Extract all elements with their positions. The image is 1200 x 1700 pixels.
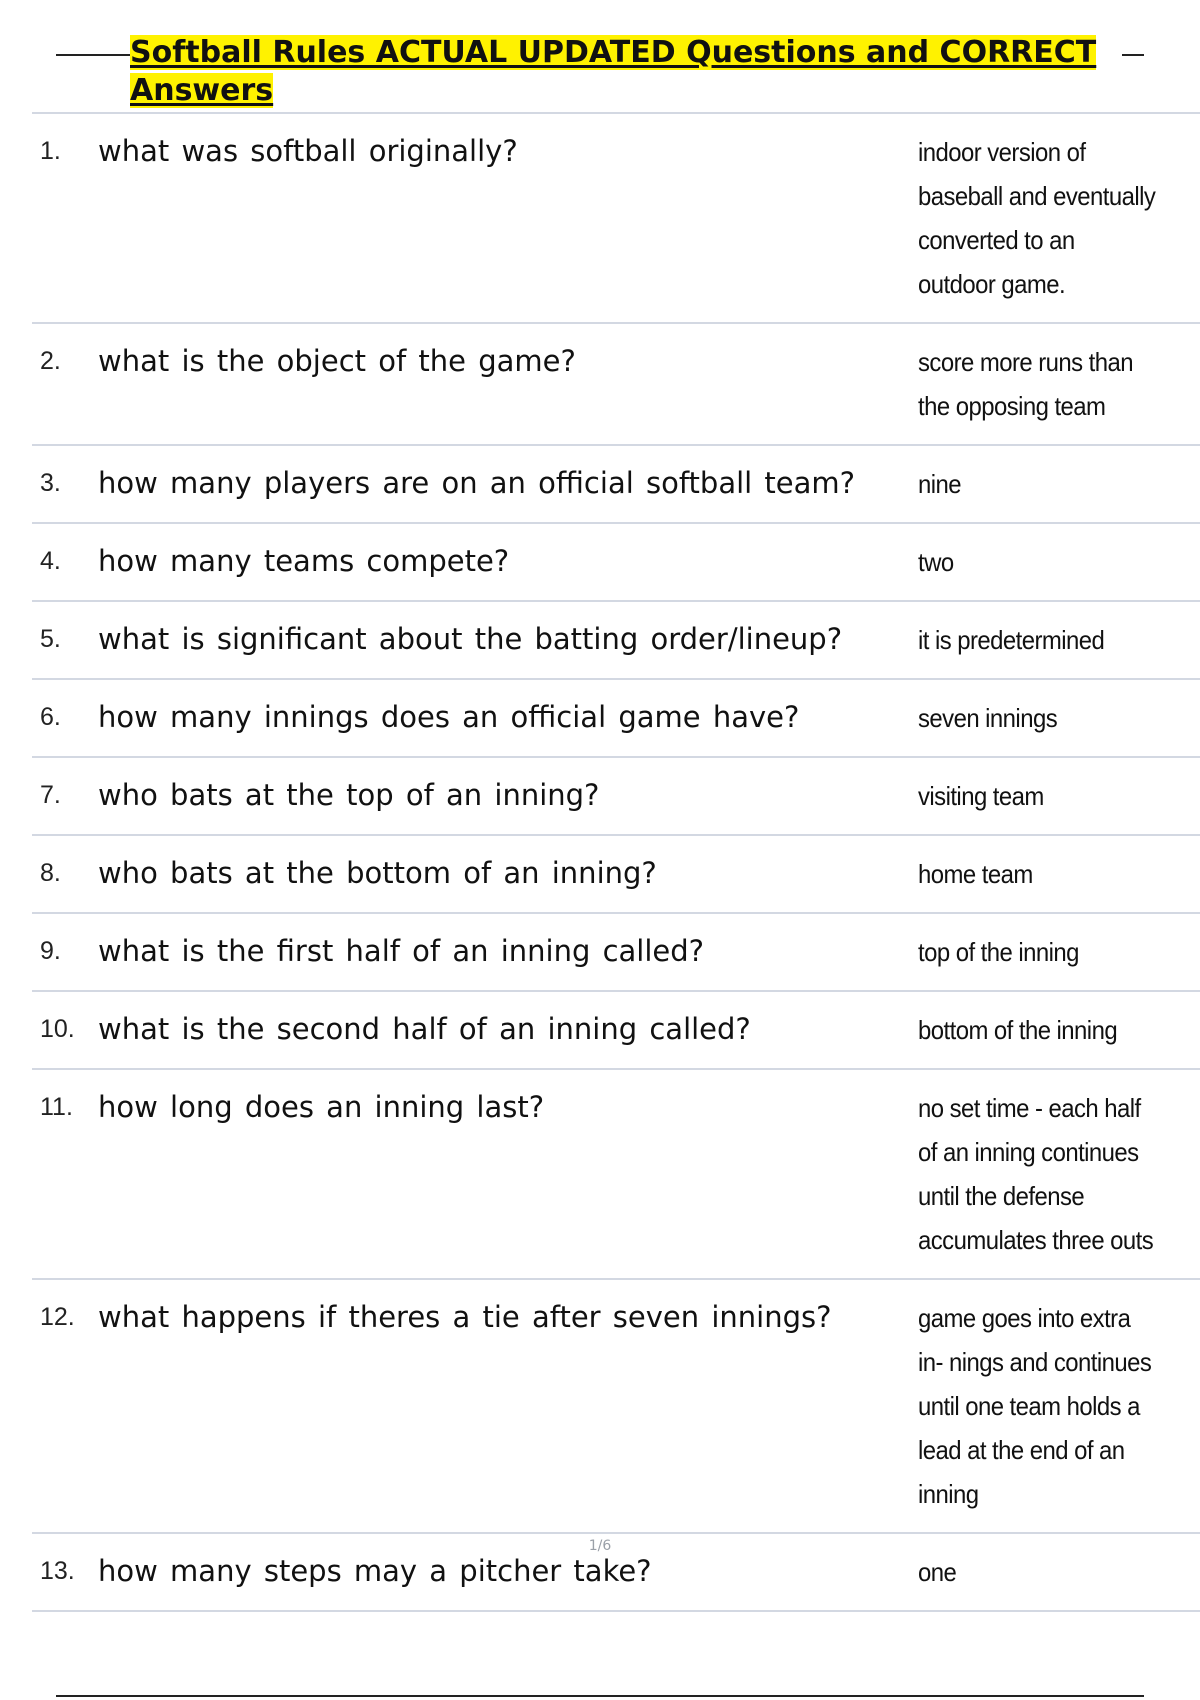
document-title-line2: Answers: [130, 73, 274, 108]
answer-text: no set time - each half of an inning continues until the defense accumulates three outs: [918, 1093, 1154, 1255]
document-title: [130, 34, 1130, 110]
question-text: what happens if theres a tie after seven innings?: [98, 1300, 832, 1334]
qa-row-1: [32, 112, 1200, 322]
qa-row-8: [32, 834, 1200, 912]
question-text: how long does an inning last?: [98, 1090, 545, 1124]
answer-text: game goes into extra in- nings and continues until one team holds a lead at the end of an inning: [918, 1303, 1152, 1509]
footer-rule: [56, 1695, 1144, 1697]
question-number: 1.: [40, 137, 61, 165]
qa-row-5: [32, 600, 1200, 678]
document-title-line1: Softball Rules ACTUAL UPDATED Questions and CORRECT: [130, 35, 1097, 70]
answer-text: one: [918, 1557, 957, 1587]
question-number: 9.: [40, 937, 61, 965]
question-text: how many innings does an official game have?: [98, 700, 800, 734]
question-number: 13.: [40, 1557, 75, 1585]
page-number: 1/6: [588, 1538, 612, 1554]
question-number: 7.: [40, 781, 61, 809]
title-rule-left: [56, 54, 132, 56]
qa-row-3: [32, 444, 1200, 522]
question-text: how many players are on an official softball team?: [98, 466, 856, 500]
answer-text: it is predetermined: [918, 625, 1105, 655]
answer-text: two: [918, 547, 954, 577]
answer-text: nine: [918, 469, 962, 499]
question-text: who bats at the top of an inning?: [98, 778, 600, 812]
qa-row-12: [32, 1278, 1200, 1532]
qa-row-10: [32, 990, 1200, 1068]
question-number: 10.: [40, 1015, 75, 1043]
question-number: 5.: [40, 625, 61, 653]
question-text: how many teams compete?: [98, 544, 510, 578]
answer-text: home team: [918, 859, 1033, 889]
question-text: who bats at the bottom of an inning?: [98, 856, 657, 890]
qa-row-4: [32, 522, 1200, 600]
answer-text: indoor version of baseball and eventually converted to an outdoor game.: [918, 137, 1156, 299]
question-number: 12.: [40, 1303, 75, 1331]
question-text: what is the second half of an inning called?: [98, 1012, 751, 1046]
answer-text: seven innings: [918, 703, 1058, 733]
qa-row-7: [32, 756, 1200, 834]
answer-text: score more runs than the opposing team: [918, 347, 1133, 421]
qa-row-11: [32, 1068, 1200, 1278]
question-number: 3.: [40, 469, 61, 497]
question-text: what is the first half of an inning called?: [98, 934, 705, 968]
answer-text: top of the inning: [918, 937, 1079, 967]
question-number: 4.: [40, 547, 61, 575]
question-text: how many steps may a pitcher take?: [98, 1554, 652, 1588]
qa-list: [32, 112, 1200, 1612]
qa-row-6: [32, 678, 1200, 756]
answer-text: bottom of the inning: [918, 1015, 1118, 1045]
question-number: 8.: [40, 859, 61, 887]
qa-row-2: [32, 322, 1200, 444]
question-number: 2.: [40, 347, 61, 375]
question-text: what is the object of the game?: [98, 344, 576, 378]
question-text: what was softball originally?: [98, 134, 518, 168]
question-number: 11.: [40, 1093, 73, 1121]
question-number: 6.: [40, 703, 61, 731]
qa-row-9: [32, 912, 1200, 990]
question-text: what is significant about the batting order/lineup?: [98, 622, 843, 656]
answer-text: visiting team: [918, 781, 1044, 811]
